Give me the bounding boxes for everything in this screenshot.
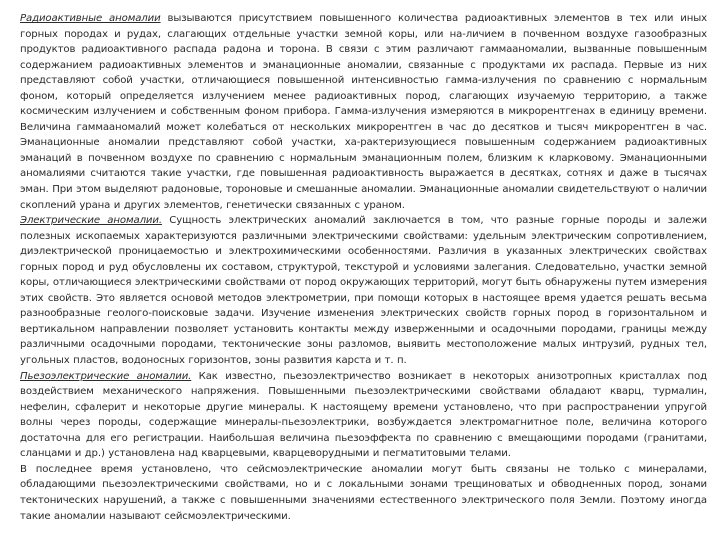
paragraph-body-piezoelectric: Как известно, пьезоэлектричество возникает в некоторых анизотропных кристаллах под воздействием механического напряжения. Повышенными пьезоэлектрическими свойствами обладают кварц, турмалин, нефелин, сфалерит и некоторые другие минералы. К настоящему времени установлено, что при распространении упругой волны через породы, содержащие минералы-пьезоэлектрики, возбуждается электромагнитное поле, величина которого достаточна для его регистрации. Наибольшая величина пьезоэффекта по сравнению с вмещающими породами (гранитами, сланцами и др.) установлена над кварцевыми, кварцеворудными и пегматитовыми телами.: [20, 370, 707, 460]
paragraph-electric-anomalies: [20, 213, 707, 368]
heading-electric-anomalies: Электрические аномалии.: [20, 215, 162, 227]
paragraph-body-radioactive: вызываются присутствием повышенного количества радиоактивных элементов в тех или иных горных породах и рудах, слагающих отдельные участки земной коры, или на-личием в почвенном воздухе газообразных продуктов радиоактивного распада радона и торона. В связи с этим различают гаммааномалии, вызванные повышенным содержанием радиоактивных элементов и эманационные аномалии, связанные с продуктами их распада. Первые из них представляют собой участки, отличающиеся повышенной интенсивностью гамма-излучения по сравнению с нормальным фоном, который определяется излучением менее радиоактивных пород, слагающих изучаемую территорию, а также космическим излучением и собственным фоном прибора. Гамма-излучения измеряются в микрорентгенах в единицу времени. Величина гаммааномалий может колебаться от нескольких микрорентген в час до десятков и тысяч микрорентген в час. Эманационные аномалии представляют собой участки, ха-рактеризующиеся повышенным содержанием радиоактивных эманаций в почвенном воздухе по сравнению с нормальным эманационным полем, близким к кларковому. Эманационными аномалиями считаются такие участки, где повышенная радиоактивность выражается в десятках, сотнях и даже в тысячах эман. При этом выделяют радоновые, тороновые и смешанные аномалии. Эманационные аномалии свидетельствуют о наличии скоплений урана и других элементов, генетически связанных с ураном.: [20, 13, 707, 211]
heading-radioactive-anomalies: Радиоактивные аномалии: [20, 13, 161, 24]
paragraph-piezoelectric-anomalies: [20, 369, 707, 462]
paragraph-radioactive-anomalies: [20, 11, 707, 213]
paragraph-body-electric: Сущность электрических аномалий заключается в том, что разные горные породы и залежи полезных ископаемых характеризуются различными электрическими свойствами: удельным электрическим сопротивлением, диэлектрической проницаемостью и электрохимическими особенностями. Различия в указанных электрических свойствах горных пород и руд обусловлены их составом, структурой, текстурой и условиями залегания. Следовательно, участки земной коры, отличающиеся электрическими свойствами от пород окружающих территорий, могут быть обнаружены путем измерения этих свойств. Это является основой методов электрометрии, при помощи которых в настоящее время удается решать весьма разнообразные геолого-поисковые задачи. Изучение изменения электрических свойств горных пород в горизонтальном и вертикальном направлении позволяет установить контакты между изверженными и осадочными породами, границы между различными осадочными породами, тектонические зоны разломов, выявить местоположение малых интрузий, рудных тел, угольных пластов, водоносных горизонтов, зоны развития карста и т. п.: [20, 215, 707, 367]
heading-piezoelectric-anomalies: Пьезоэлектрические аномалии.: [20, 370, 192, 382]
paragraph-seismoelectric-anomalies: [20, 462, 707, 524]
paragraph-body-seismoelectric: В последнее время установлено, что сейсмоэлектрические аномалии могут быть связаны не только с минералами, обладающими пьезоэлектрическими свойствами, но и с локальными зонами трещиноватых и обводненных пород, зонами тектонических нарушений, а также с повышенными значениями естественного электрического поля Земли. Поэтому иногда такие аномалии называют сейсмоэлектрическими.: [20, 463, 707, 522]
document-text: [20, 11, 707, 524]
